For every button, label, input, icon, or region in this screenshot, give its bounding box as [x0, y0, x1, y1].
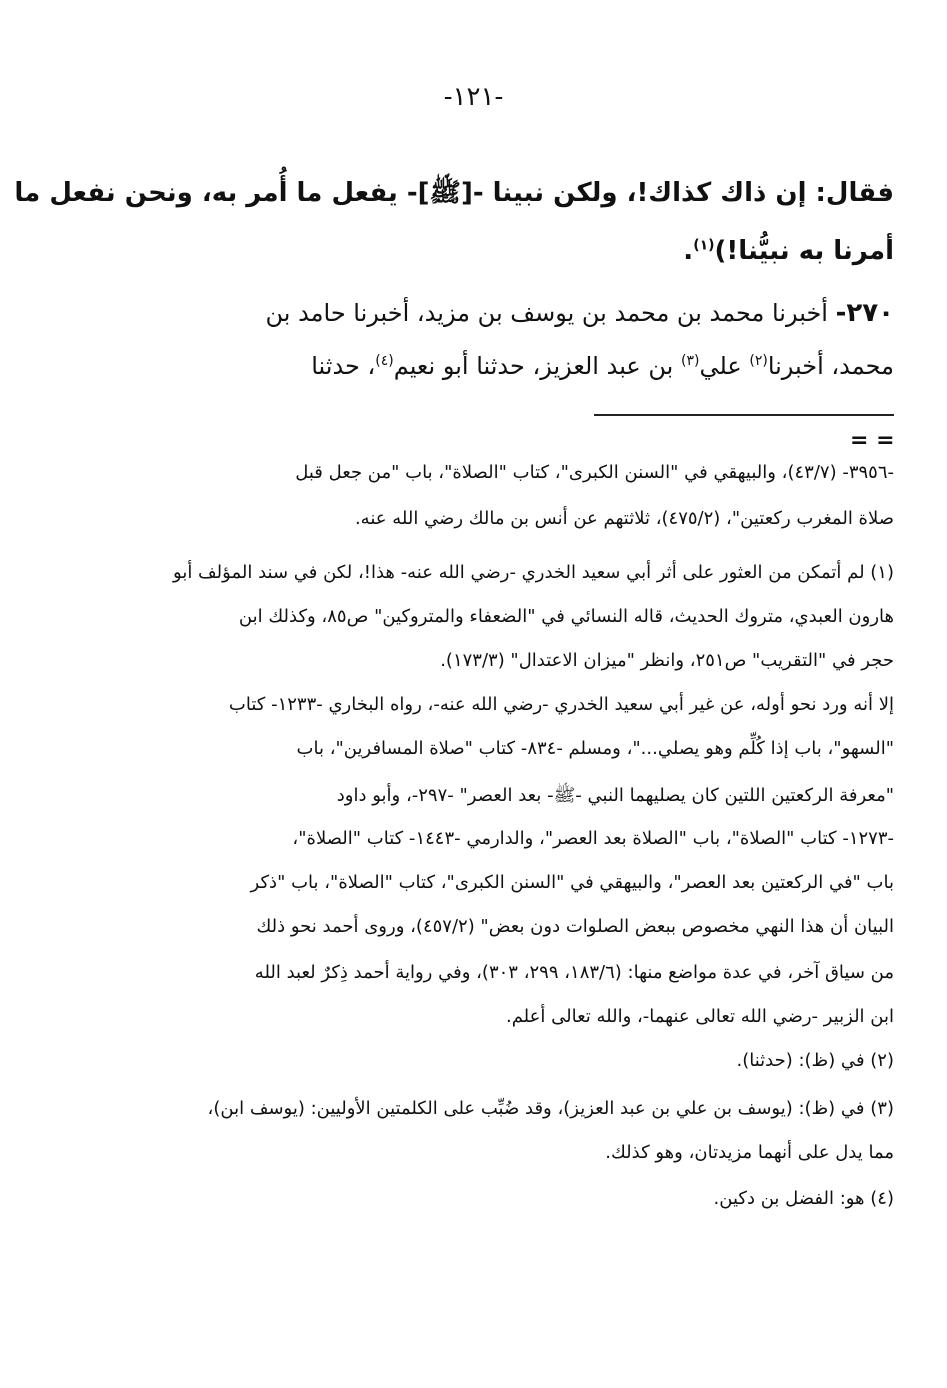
footnote-line: -١٢٧٣- كتاب "الصلاة"، باب "الصلاة بعد العصر"، والدارمي -١٤٤٣- كتاب "الصلاة"، [292, 828, 894, 849]
footnote-line: "السهو"، باب إذا كُلِّم وهو يصلي..."، ومسلم -٨٣٤- كتاب "صلاة المسافرين"، باب [296, 738, 894, 759]
footnote-line: ابن الزبير -رضي الله تعالى عنهما-، والله تعالى أعلم. [505, 1006, 894, 1027]
main-line-2-text: أمرنا به نبيُّنا!) [714, 236, 894, 266]
footnote-line: (٢) في (ظ): (حدثنا). [736, 1050, 894, 1071]
footnote-line: (٤) هو: الفضل بن دكين. [713, 1188, 894, 1209]
hadith-part-2: علي [699, 352, 750, 380]
hadith-line-1 [150, 298, 894, 348]
footnote-separator [594, 414, 894, 416]
footnote-line: حجر في "التقريب" ص٢٥١، وانظر "ميزان الاعتدال" (١٧٣/٣). [440, 650, 894, 671]
footnote-ref-4: (٤) [375, 353, 394, 369]
footnote-line: مما يدل على أنهما مزيدتان، وهو كذلك. [605, 1142, 894, 1163]
hadith-part-4: ، حدثنا [311, 352, 376, 380]
footnote-line: البيان أن هذا النهي مخصوص ببعض الصلوات دون بعض" (٤٥٧/٢)، وروى أحمد نحو ذلك [256, 916, 894, 937]
footnote-line: إلا أنه ورد نحو أوله، عن غير أبي سعيد الخدري -رضي الله عنه-، رواه البخاري -١٢٣٣- كتاب [228, 694, 894, 715]
footnote-line: صلاة المغرب ركعتين"، (٤٧٥/٢)، ثلاثتهم عن أنس بن مالك رضي الله عنه. [354, 508, 894, 529]
footnote-line: (٣) في (ظ): (يوسف بن علي بن عبد العزيز)، وقد ضُبِّب على الكلمتين الأوليين: (يوسف ابن)، [207, 1098, 894, 1119]
continuation-mark: = = [850, 428, 895, 453]
main-line-2 [150, 236, 894, 286]
footnote-line: باب "في الركعتين بعد العصر"، والبيهقي في "السنن الكبرى"، كتاب "الصلاة"، باب "ذكر [250, 872, 894, 893]
hadith-number: ٢٧٠- [835, 298, 894, 328]
footnote-line: -٣٩٥٦- (٤٣/٧)، والبيهقي في "السنن الكبرى"، كتاب "الصلاة"، باب "من جعل قبل [295, 462, 894, 483]
footnote-ref-1: (١) [693, 237, 715, 254]
footnote-line: (١) لم أتمكن من العثور على أثر أبي سعيد الخدري -رضي الله عنه- هذا!، لكن في سند المؤلف أبو [173, 562, 894, 583]
footnote-line: هارون العبدي، متروك الحديث، قاله النسائي في "الضعفاء والمتروكين" ص٨٥، وكذلك ابن [238, 606, 894, 627]
footnote-line: "معرفة الركعتين اللتين كان يصليهما النبي -ﷺ- بعد العصر" -٢٩٧-، وأبو داود [336, 785, 894, 806]
page-number: -١٢١- [443, 82, 504, 112]
footnote-line: من سياق آخر، في عدة مواضع منها: (١٨٣/٦، ٢٩٩، ٣٠٣)، وفي رواية أحمد ذِكرٌ لعبد الله [254, 962, 894, 983]
main-line-2-end: . [683, 236, 694, 266]
main-line-1: فقال: إن ذاك كذاك!، ولكن نبينا -[ﷺ]- يفعل ما أُمر به، ونحن نفعل ما [14, 178, 894, 208]
footnote-ref-2: (٢) [749, 353, 768, 369]
hadith-part-3: بن عبد العزيز، حدثنا أبو نعيم [393, 352, 681, 380]
hadith-line-1-text: أخبرنا محمد بن محمد بن يوسف بن مزيد، أخبرنا حامد بن [265, 299, 828, 327]
footnote-ref-3: (٣) [680, 353, 700, 369]
hadith-part-1: محمد، أخبرنا [767, 352, 894, 380]
hadith-line-2 [150, 352, 894, 402]
